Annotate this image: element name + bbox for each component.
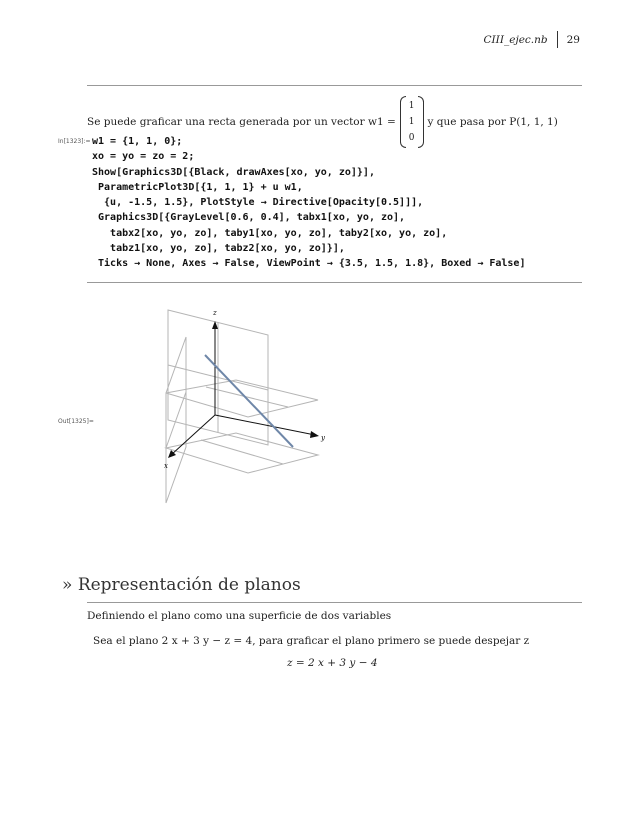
x-axis-label: x [164,462,168,470]
xy-plane [166,380,318,417]
top-rule [87,85,582,86]
intro-after: y que pasa por P(1, 1, 1) [427,116,558,128]
code-line: ParametricPlot3D[{1, 1, 1} + u w1, [92,181,303,193]
code-line: {u, -1.5, 1.5}, PlotStyle → Directive[Opacity[0.5]]], [92,197,424,209]
x-axis [171,415,215,455]
section-rule [87,602,582,603]
vector-component: 0 [408,133,415,143]
paragraph: Sea el plano 2 x + 3 y − z = 4, para graficar el plano primero se puede despejar z [93,635,530,647]
intro-before: Se puede graficar una recta generada por un vector w1 = [87,116,396,128]
code-line: w1 = {1, 1, 0}; [92,136,183,147]
paragraph: Definiendo el plano como una superficie de dos variables [87,610,392,622]
code-cell[interactable] [92,134,525,272]
code-line: tabx2[xo, yo, zo], taby1[xo, yo, zo], taby2[xo, yo, zo], [92,227,448,239]
axes [171,325,315,455]
code-line: tabz1[xo, yo, zo], tabz2[xo, yo, zo]}], [92,243,345,255]
vector-component: 1 [408,117,415,127]
code-line: Show[Graphics3D[{Black, drawAxes[xo, yo, zo]}], [92,166,375,178]
y-axis-label: y [321,434,325,442]
section-marker: » [62,575,73,595]
code-line: Graphics3D[{GrayLevel[0.6, 0.4], tabx1[xo, yo, zo], [92,212,406,224]
plane-grid [166,310,318,503]
section-title: Representación de planos [77,575,301,595]
input-cell-label: In[1323]:= [58,138,91,145]
grid-line [201,440,283,464]
y-arrow-icon [310,431,319,438]
code-line: xo = yo = zo = 2; [92,151,195,163]
equation: z = 2 x + 3 y − 4 [287,657,378,669]
vector-component: 1 [408,101,415,111]
plot-3d [118,295,358,525]
cell-rule [87,282,582,283]
code-line: Ticks → None, Axes → False, ViewPoint → {3.5, 1.5, 1.8}, Boxed → False] [92,258,526,270]
z-axis-label: z [213,309,217,317]
header-divider [557,31,558,48]
page-number: 29 [566,33,580,46]
output-cell-label: Out[1325]= [58,418,94,425]
section-heading [62,575,301,595]
page-header [484,31,581,48]
file-name: CIII_ejec.nb [483,33,548,46]
